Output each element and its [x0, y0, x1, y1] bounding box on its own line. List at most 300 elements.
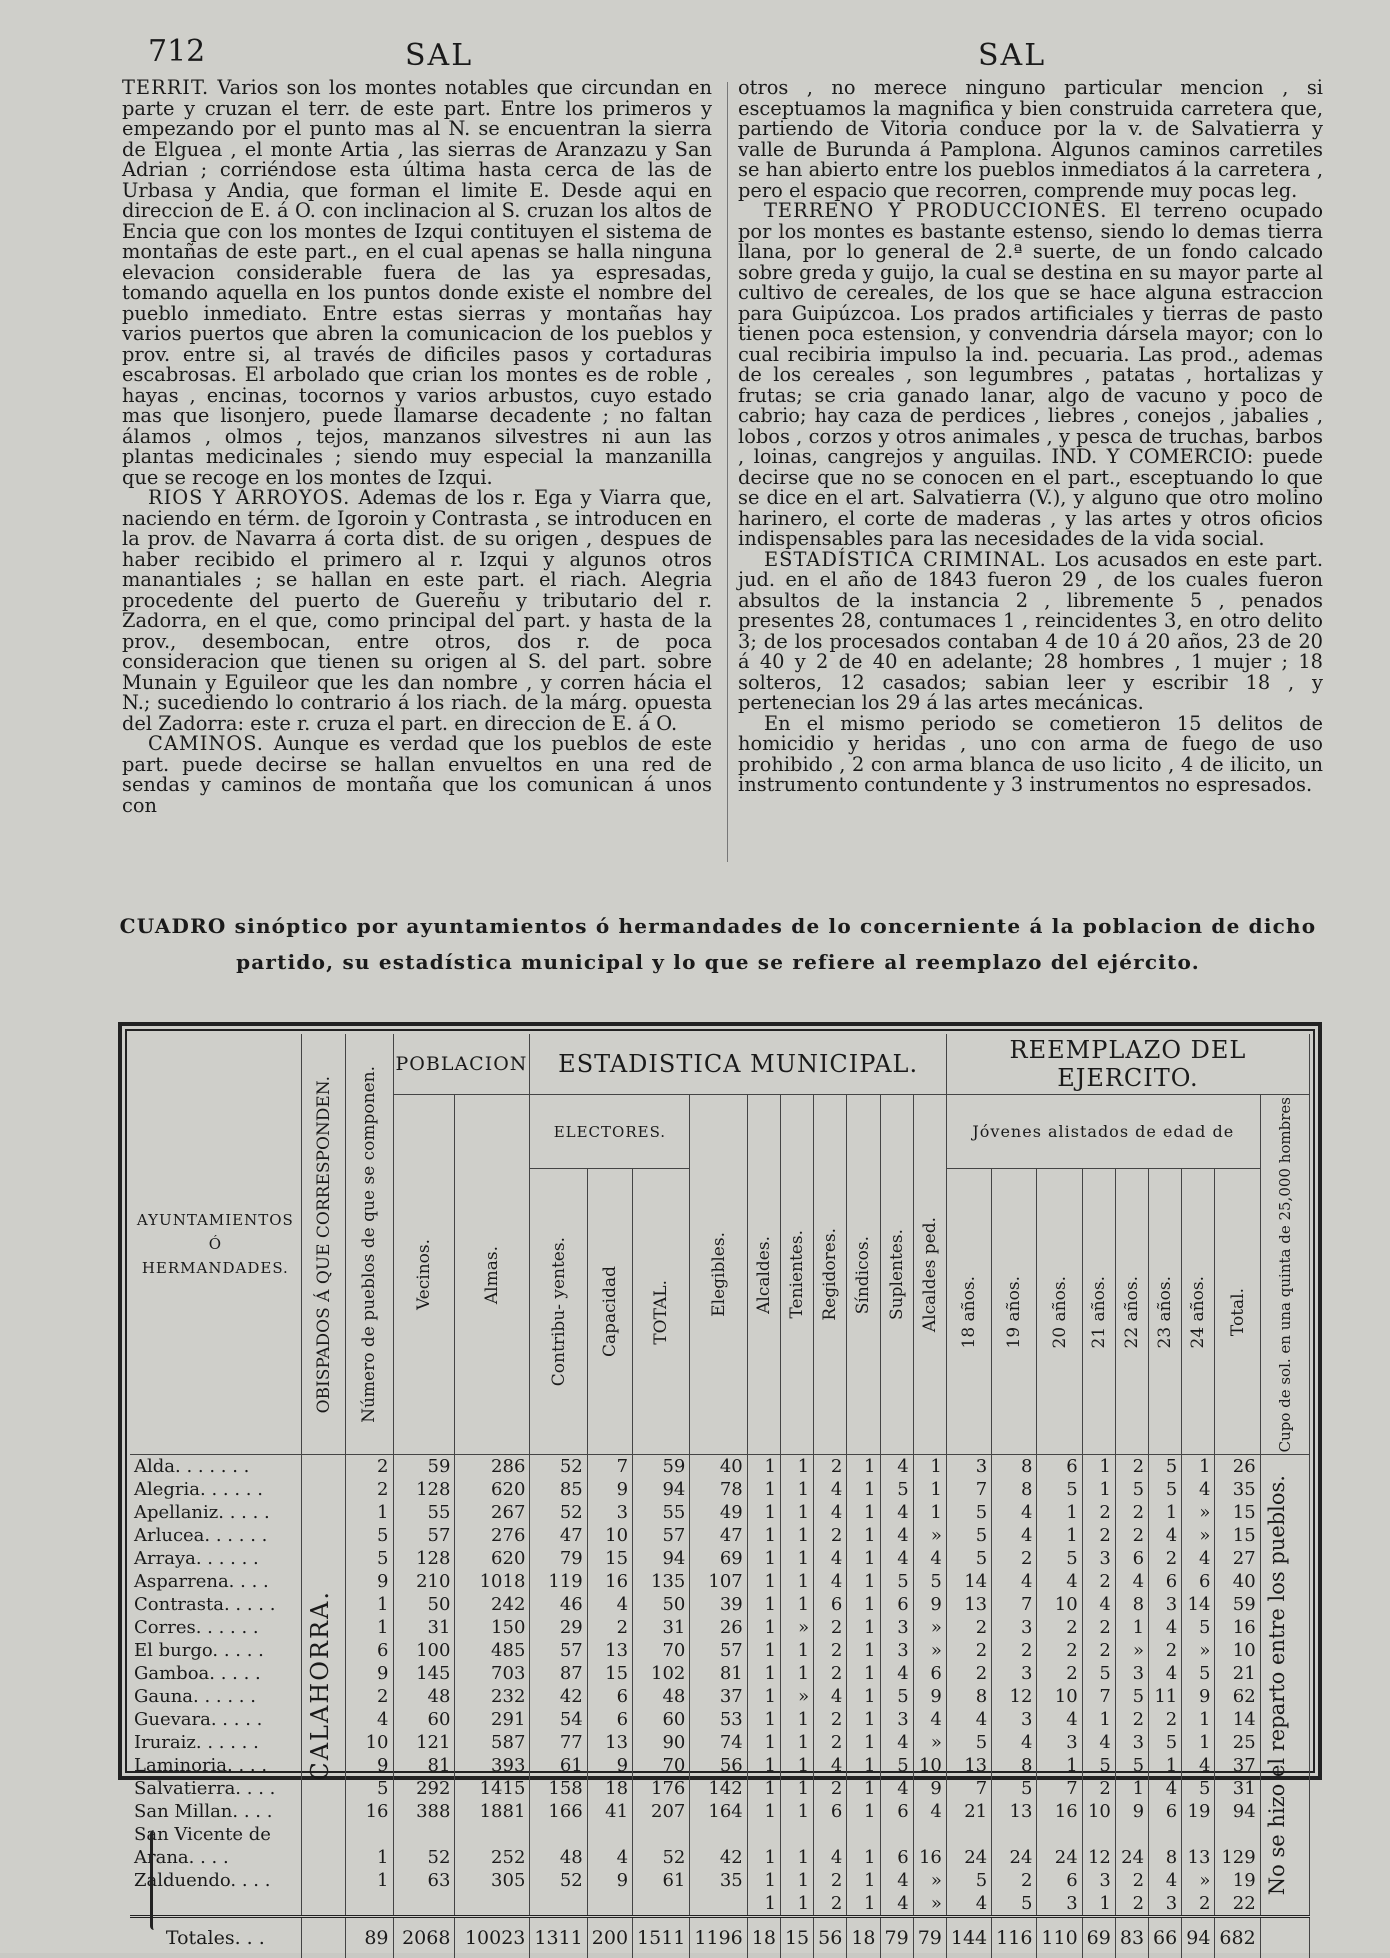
row-name: Guevara. . . . . [130, 1708, 301, 1731]
table-cell: 1 [847, 1639, 880, 1662]
table-cell: 8 [1149, 1846, 1182, 1869]
table-cell [946, 1823, 991, 1846]
table-cell: 57 [530, 1639, 587, 1662]
table-cell: 4 [814, 1846, 847, 1869]
table-cell: 1 [847, 1754, 880, 1777]
table-cell: » [1182, 1639, 1215, 1662]
right-column [738, 78, 1323, 796]
table-cell: 52 [393, 1846, 455, 1869]
table-cell: 1 [346, 1501, 393, 1524]
table-cell: 9 [913, 1777, 946, 1800]
table-cell: 59 [633, 1455, 690, 1479]
table-cell: 81 [393, 1754, 455, 1777]
table-cell: 5 [946, 1731, 991, 1754]
table-cell: 4 [346, 1708, 393, 1731]
table-cell: 52 [530, 1501, 587, 1524]
table-cell [1082, 1823, 1115, 1846]
table-cell: 14 [1215, 1708, 1260, 1731]
table-cell: 3 [992, 1708, 1037, 1731]
table-cell: 242 [455, 1593, 530, 1616]
table-cell: 2 [946, 1616, 991, 1639]
table-cell: 4 [814, 1547, 847, 1570]
page-number: 712 [148, 34, 206, 69]
table-cell: 7 [992, 1593, 1037, 1616]
table-cell: 1 [747, 1754, 780, 1777]
table-cell: 150 [455, 1616, 530, 1639]
table-cell: 6 [1115, 1547, 1148, 1570]
table-cell: 46 [530, 1593, 587, 1616]
table-cell: 1 [747, 1731, 780, 1754]
table-cell: 1 [780, 1869, 813, 1892]
table-cell: 13 [946, 1754, 991, 1777]
table-cell: 57 [633, 1524, 690, 1547]
table-cell [1182, 1823, 1215, 1846]
table-cell: 142 [690, 1777, 747, 1800]
row-name: Asparrena. . . . [130, 1570, 301, 1593]
table-cell: 1 [747, 1662, 780, 1685]
col-alcaldes: Alcaldes. [747, 1095, 780, 1455]
left-column [122, 78, 712, 816]
table-cell: 3 [1115, 1662, 1148, 1685]
table-cell: 1 [913, 1478, 946, 1501]
table-cell: 24 [946, 1846, 991, 1869]
table-cell: 12 [992, 1685, 1037, 1708]
table-cell: 1 [847, 1892, 880, 1917]
table-cell: 5 [346, 1547, 393, 1570]
table-cell: 1 [913, 1501, 946, 1524]
table-cell: 1 [747, 1616, 780, 1639]
table-cell: 1 [780, 1731, 813, 1754]
table-cell: 158 [530, 1777, 587, 1800]
table-cell: 1 [847, 1869, 880, 1892]
table-cell [780, 1823, 813, 1846]
table-cell: 10 [587, 1524, 632, 1547]
table-cell: 1 [346, 1593, 393, 1616]
table-cell: 70 [633, 1754, 690, 1777]
col-total-electores: TOTAL. [633, 1169, 690, 1455]
table-cell: 13 [992, 1800, 1037, 1823]
table-cell: 5 [1115, 1685, 1148, 1708]
col-capacidad: Capacidad [587, 1169, 632, 1455]
table-cell: 286 [455, 1455, 530, 1479]
table-cell: 2 [814, 1662, 847, 1685]
table-cell: 1 [780, 1846, 813, 1869]
table-cell: 1 [747, 1869, 780, 1892]
table-cell: 1 [1037, 1754, 1082, 1777]
table-cell: 1 [747, 1455, 780, 1479]
table-cell: 10 [1037, 1593, 1082, 1616]
totals-cell: 1311 [530, 1917, 587, 1958]
row-name: Zalduendo. . . . [130, 1869, 301, 1892]
table-cell: 14 [946, 1570, 991, 1593]
table-cell: 1 [1037, 1501, 1082, 1524]
table-cell: 2 [814, 1524, 847, 1547]
table-cell: 7 [587, 1455, 632, 1479]
table-cell: 52 [530, 1869, 587, 1892]
table-cell [530, 1823, 587, 1846]
table-cell: 1 [847, 1800, 880, 1823]
table-cell: 1 [847, 1685, 880, 1708]
table-cell: 10 [913, 1754, 946, 1777]
table-cell: 61 [633, 1869, 690, 1892]
table-cell: 7 [1037, 1777, 1082, 1800]
synoptic-table [130, 1034, 1310, 1958]
table-cell: 6 [1182, 1570, 1215, 1593]
totals-cell: 18 [847, 1917, 880, 1958]
table-cell: 2 [1182, 1892, 1215, 1917]
table-cell: » [913, 1639, 946, 1662]
col-contribuyentes: Contribu- yentes. [530, 1169, 587, 1455]
totals-cell: 116 [992, 1917, 1037, 1958]
totals-cell: 66 [1149, 1917, 1182, 1958]
row-name: Laminoria. . . . [130, 1754, 301, 1777]
group-electores: ELECTORES. [530, 1095, 690, 1169]
totals-cell: 69 [1082, 1917, 1115, 1958]
table-cell [913, 1823, 946, 1846]
table-cell: 4 [814, 1754, 847, 1777]
table-cell: 2 [346, 1478, 393, 1501]
col-24: 24 años. [1182, 1169, 1215, 1455]
table-cell: » [913, 1869, 946, 1892]
table-cell: 31 [393, 1616, 455, 1639]
group-estadistica: ESTADISTICA MUNICIPAL. [530, 1034, 946, 1095]
table-cell: 1 [780, 1800, 813, 1823]
table-cell: 3 [1082, 1869, 1115, 1892]
totals-row [130, 1917, 1310, 1958]
table-cell [1115, 1823, 1148, 1846]
table-cell: 21 [946, 1800, 991, 1823]
table-cell: 2 [1082, 1524, 1115, 1547]
paragraph-terreno: TERRENO Y PRODUCCIONES. El terreno ocupado por los montes es bastante estenso, siendo lo demas tierra llana, por lo general de 2.ª suerte, de un fondo calcado sobre greda y guijo, la cual se destina en su mayor parte al cultivo de cereales, de los que se hace alguna estraccion para Guipúzcoa. Los prados artificiales y tierras de pasto tienen poca estension, y convendria dársela mayor; con lo cual recibiria impulso la ind. pecuaria. Las prod., ademas de los cereales , son legumbres , patatas , hortalizas y frutas; se cria ganado lanar, algo de vacuno y poco de cabrio; hay caza de perdices , liebres , conejos , jabalies , lobos , corzos y otros animales , y pesca de truchas, barbos , loinas, cangrejos y anguilas. IND. Y COMERCIO: puede decirse que no se conocen en el part., esceptuando lo que se dice en el art. Salvatierra (V.), y alguno que otro molino harinero, el corte de maderas , y las artes y otros oficios indispensables para las necesidades de la vida social. [738, 199, 1323, 550]
table-cell: 78 [690, 1478, 747, 1501]
table-cell: 1 [1082, 1708, 1115, 1731]
table-cell: 1 [847, 1777, 880, 1800]
synoptic-table-frame [118, 1022, 1322, 1950]
totals-cell: 94 [1182, 1917, 1215, 1958]
table-cell [747, 1823, 780, 1846]
table-cell: 1 [1082, 1455, 1115, 1479]
table-cell: 9 [1115, 1800, 1148, 1823]
table-cell: 60 [393, 1708, 455, 1731]
table-cell: 2 [1082, 1501, 1115, 1524]
table-cell: 119 [530, 1570, 587, 1593]
table-cell: 2 [1115, 1455, 1148, 1479]
col-num-pueblos: Número de pueblos de que se componen. [346, 1034, 393, 1455]
table-cell: 4 [1182, 1754, 1215, 1777]
table-cell: 1 [747, 1846, 780, 1869]
row-name: Iruraiz. . . . . . [130, 1731, 301, 1754]
table-cell: 19 [1215, 1869, 1260, 1892]
table-cell: 94 [633, 1478, 690, 1501]
table-cell: 4 [992, 1524, 1037, 1547]
table-cell: 25 [1215, 1731, 1260, 1754]
table-cell: 121 [393, 1731, 455, 1754]
cupo-note-cell: No se hizo el reparto entre los pueblos. [1260, 1455, 1309, 1917]
table-cell: 1 [747, 1524, 780, 1547]
table-cell: 252 [455, 1846, 530, 1869]
totals-empty-cell [301, 1917, 346, 1958]
table-cell: 9 [346, 1570, 393, 1593]
table-cell: 2 [1037, 1639, 1082, 1662]
table-cell [690, 1892, 747, 1917]
row-name: Salvatierra. . . . [130, 1777, 301, 1800]
table-cell: 26 [690, 1616, 747, 1639]
table-cell: 2 [814, 1869, 847, 1892]
table-cell: 9 [587, 1754, 632, 1777]
group-poblacion: POBLACION [393, 1034, 530, 1095]
table-cell: 1 [1037, 1524, 1082, 1547]
table-cell: 1 [1182, 1708, 1215, 1731]
table-cell: 2 [1037, 1616, 1082, 1639]
table-cell: 6 [913, 1662, 946, 1685]
table-cell: 26 [1215, 1455, 1260, 1479]
table-cell: 9 [587, 1869, 632, 1892]
col-18: 18 años. [946, 1169, 991, 1455]
table-cell: 4 [992, 1570, 1037, 1593]
table-cell [1149, 1823, 1182, 1846]
table-cell: 8 [992, 1754, 1037, 1777]
table-cell: 100 [393, 1639, 455, 1662]
table-cell: 4 [1037, 1708, 1082, 1731]
table-cell: 2 [1082, 1570, 1115, 1593]
table-cell: 6 [1149, 1800, 1182, 1823]
table-cell: 3 [992, 1662, 1037, 1685]
table-cell: 129 [1215, 1846, 1260, 1869]
table-cell: 16 [1215, 1616, 1260, 1639]
table-cell: 16 [587, 1570, 632, 1593]
table-cell: 10 [1082, 1800, 1115, 1823]
table-cell: 53 [690, 1708, 747, 1731]
table-cell: 4 [1115, 1570, 1148, 1593]
table-cell: 5 [946, 1524, 991, 1547]
table-cell: 2 [1082, 1639, 1115, 1662]
table-cell: 176 [633, 1777, 690, 1800]
table-cell: 3 [587, 1501, 632, 1524]
table-row [130, 1455, 1310, 1479]
table-cell: 1 [847, 1478, 880, 1501]
table-cell: 13 [946, 1593, 991, 1616]
table-cell: 6 [814, 1593, 847, 1616]
table-cell: 3 [1115, 1731, 1148, 1754]
table-cell: 393 [455, 1754, 530, 1777]
table-cell: 2 [1115, 1869, 1148, 1892]
table-cell: 4 [880, 1662, 913, 1685]
table-cell: 5 [1182, 1616, 1215, 1639]
col-vecinos: Vecinos. [393, 1095, 455, 1455]
table-cell: 40 [690, 1455, 747, 1479]
table-cell [992, 1823, 1037, 1846]
table-cell: 4 [1182, 1478, 1215, 1501]
table-cell: 3 [992, 1616, 1037, 1639]
table-cell: 4 [1182, 1547, 1215, 1570]
table-cell: 35 [690, 1869, 747, 1892]
table-cell: 7 [946, 1478, 991, 1501]
obispado-cell: CALAHORRA. [301, 1455, 346, 1917]
table-cell: 4 [913, 1800, 946, 1823]
table-cell: 6 [587, 1685, 632, 1708]
totals-cell: 83 [1115, 1917, 1148, 1958]
table-cell: 15 [1215, 1501, 1260, 1524]
table-cell: 9 [913, 1593, 946, 1616]
table-cell [393, 1892, 455, 1917]
table-cell: 3 [880, 1708, 913, 1731]
table-cell: 5 [992, 1892, 1037, 1917]
table-cell: 1 [1115, 1616, 1148, 1639]
table-cell: 60 [633, 1708, 690, 1731]
table-cell: 3 [1037, 1892, 1082, 1917]
table-cell: 1 [747, 1639, 780, 1662]
table-cell: 1 [847, 1662, 880, 1685]
table-cell: » [913, 1892, 946, 1917]
table-cell: 9 [587, 1478, 632, 1501]
table-cell: 27 [1215, 1547, 1260, 1570]
table-cell: 9 [1182, 1685, 1215, 1708]
table-cell: 5 [1037, 1478, 1082, 1501]
table-cell: 2 [1149, 1547, 1182, 1570]
row-name: Arana. . . . [130, 1846, 301, 1869]
col-cupo: Cupo de sol. en una quinta de 25,000 hombres [1260, 1095, 1309, 1455]
table-cell: 1 [1149, 1501, 1182, 1524]
col-suplentes: Suplentes. [880, 1095, 913, 1455]
table-cell: 5 [880, 1570, 913, 1593]
row-name: Arlucea. . . . . . [130, 1524, 301, 1547]
table-cell [1037, 1823, 1082, 1846]
table-cell: 1 [913, 1455, 946, 1479]
col-regidores: Regidores. [814, 1095, 847, 1455]
totals-cell: 1196 [690, 1917, 747, 1958]
table-cell: 207 [633, 1800, 690, 1823]
table-cell: 2 [1115, 1892, 1148, 1917]
table-cell: 5 [946, 1547, 991, 1570]
table-cell: 2 [992, 1639, 1037, 1662]
table-cell: 1 [847, 1616, 880, 1639]
table-cell: 1 [747, 1501, 780, 1524]
table-cell: 19 [1182, 1800, 1215, 1823]
table-cell: 2 [814, 1708, 847, 1731]
table-cell: 1 [747, 1593, 780, 1616]
table-cell: 107 [690, 1570, 747, 1593]
table-cell: 47 [690, 1524, 747, 1547]
table-cell: 2 [1149, 1639, 1182, 1662]
table-cell: 4 [1149, 1869, 1182, 1892]
table-cell: 2 [587, 1616, 632, 1639]
table-cell: 5 [1115, 1478, 1148, 1501]
table-cell: 2 [1082, 1616, 1115, 1639]
totals-cell: 15 [780, 1917, 813, 1958]
totals-empty-cell [1260, 1917, 1309, 1958]
table-cell: 1 [780, 1547, 813, 1570]
table-body [130, 1455, 1310, 1958]
col-almas: Almas. [455, 1095, 530, 1455]
table-cell: 31 [1215, 1777, 1260, 1800]
totals-cell: 18 [747, 1917, 780, 1958]
table-cell: 5 [1082, 1662, 1115, 1685]
table-cell: 2 [814, 1639, 847, 1662]
table-cell: 54 [530, 1708, 587, 1731]
table-cell: 59 [1215, 1593, 1260, 1616]
table-cell: 4 [946, 1708, 991, 1731]
table-cell: » [1182, 1524, 1215, 1547]
table-cell [633, 1892, 690, 1917]
table-cell: 166 [530, 1800, 587, 1823]
table-cell: 16 [913, 1846, 946, 1869]
table-cell: 3 [880, 1639, 913, 1662]
table-cell: 16 [1037, 1800, 1082, 1823]
table-cell: 3 [946, 1455, 991, 1479]
table-cell: 41 [587, 1800, 632, 1823]
table-cell: 703 [455, 1662, 530, 1685]
table-cell [587, 1892, 632, 1917]
table-cell: 1 [747, 1892, 780, 1917]
table-cell: 48 [393, 1685, 455, 1708]
table-cell: 2 [346, 1685, 393, 1708]
table-cell: 5 [880, 1754, 913, 1777]
table-cell: 4 [1149, 1616, 1182, 1639]
table-cell: 2 [1115, 1708, 1148, 1731]
table-cell: 13 [587, 1731, 632, 1754]
table-cell: 4 [814, 1501, 847, 1524]
table-cell: 13 [587, 1639, 632, 1662]
group-reemplazo: REEMPLAZO DEL EJERCITO. [946, 1034, 1309, 1095]
table-cell [690, 1823, 747, 1846]
table-cell: 24 [1037, 1846, 1082, 1869]
row-name: Contrasta. . . . . [130, 1593, 301, 1616]
table-cell: 9 [913, 1685, 946, 1708]
table-cell: 6 [587, 1708, 632, 1731]
table-cell: 62 [1215, 1685, 1260, 1708]
table-cell: 1 [847, 1731, 880, 1754]
table-cell: 1 [747, 1800, 780, 1823]
table-cell: 6 [880, 1800, 913, 1823]
table-cell: 4 [587, 1593, 632, 1616]
table-cell [455, 1823, 530, 1846]
table-cell: 1881 [455, 1800, 530, 1823]
table-cell: 1415 [455, 1777, 530, 1800]
table-cell: » [780, 1685, 813, 1708]
table-cell: 90 [633, 1731, 690, 1754]
table-cell: 12 [1082, 1846, 1115, 1869]
table-cell: 305 [455, 1869, 530, 1892]
table-cell: 232 [455, 1685, 530, 1708]
col-total-jovenes: Total. [1215, 1169, 1260, 1455]
table-cell: 4 [814, 1685, 847, 1708]
table-cell: 2 [946, 1639, 991, 1662]
table-cell: 587 [455, 1731, 530, 1754]
table-cell: 4 [1149, 1662, 1182, 1685]
table-cell: 1 [847, 1846, 880, 1869]
table-cell: 55 [393, 1501, 455, 1524]
table-cell [455, 1892, 530, 1917]
table-cell: 5 [346, 1777, 393, 1800]
col-elegibles: Elegibles. [690, 1095, 747, 1455]
table-cell: 4 [880, 1777, 913, 1800]
table-cell: 1 [747, 1478, 780, 1501]
table-cell: 1 [747, 1547, 780, 1570]
table-cell: 39 [690, 1593, 747, 1616]
table-cell: 69 [690, 1547, 747, 1570]
table-cell: 11 [1149, 1685, 1182, 1708]
table-cell: 4 [1082, 1731, 1115, 1754]
table-cell: 4 [880, 1731, 913, 1754]
table-cell: 1 [780, 1708, 813, 1731]
table-cell: 2 [346, 1455, 393, 1479]
table-cell: 1 [346, 1846, 393, 1869]
table-cell: 61 [530, 1754, 587, 1777]
table-cell: 102 [633, 1662, 690, 1685]
table-cell: 79 [530, 1547, 587, 1570]
table-cell: 10 [1215, 1639, 1260, 1662]
table-cell: » [913, 1524, 946, 1547]
